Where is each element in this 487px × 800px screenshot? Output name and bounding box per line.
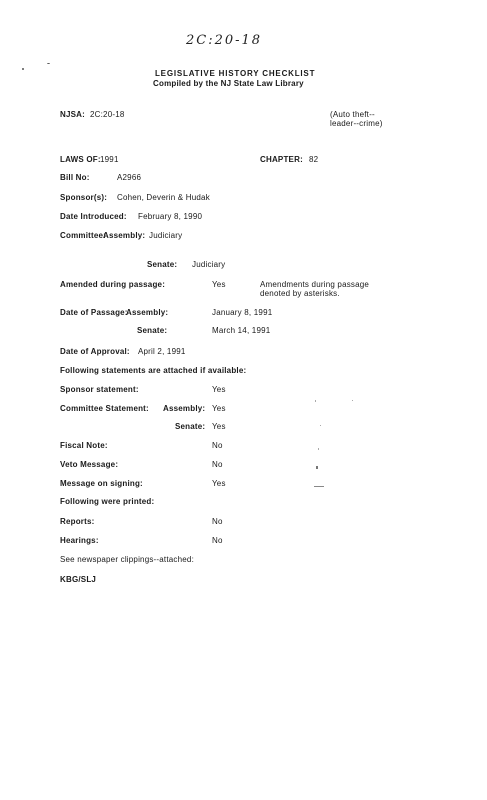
committee-statement-label: Committee Statement: xyxy=(60,404,149,413)
amended-note-line2: denoted by asterisks. xyxy=(260,289,340,298)
handwritten-citation: 2C:20-18 xyxy=(186,33,263,48)
fiscal-note-label: Fiscal Note: xyxy=(60,441,108,450)
passage-assembly-label: Assembly: xyxy=(126,308,169,317)
sponsor-statement-value: Yes xyxy=(212,385,226,394)
hearings-label: Hearings: xyxy=(60,536,99,545)
scan-speck xyxy=(318,448,319,450)
scan-speck xyxy=(320,425,321,426)
committee-assembly-value: Judiciary xyxy=(149,231,183,240)
committee-statement-assembly-label: Assembly: xyxy=(163,404,206,413)
njsa-label: NJSA: xyxy=(60,110,86,119)
date-introduced-label: Date Introduced: xyxy=(60,212,127,221)
sponsors-value: Cohen, Deverin & Hudak xyxy=(117,193,210,202)
message-on-signing-value: Yes xyxy=(212,479,226,488)
reports-label: Reports: xyxy=(60,517,95,526)
committee-statement-senate-value: Yes xyxy=(212,422,226,431)
scan-speck xyxy=(316,466,318,469)
date-of-passage-label: Date of Passage: xyxy=(60,308,128,317)
stray-mark xyxy=(47,63,50,64)
statements-heading: Following statements are attached if available: xyxy=(60,366,247,375)
document-title: LEGISLATIVE HISTORY CHECKLIST xyxy=(155,69,316,78)
sponsor-statement-label: Sponsor statement: xyxy=(60,385,139,394)
chapter-label: CHAPTER: xyxy=(260,155,303,164)
amended-value: Yes xyxy=(212,280,226,289)
stray-mark xyxy=(22,68,24,70)
committee-statement-assembly-value: Yes xyxy=(212,404,226,413)
scan-speck xyxy=(315,400,316,402)
date-of-approval-value: April 2, 1991 xyxy=(138,347,186,356)
passage-assembly-value: January 8, 1991 xyxy=(212,308,273,317)
njsa-note-line1: (Auto theft-- xyxy=(330,110,375,119)
njsa-note-line2: leader--crime) xyxy=(330,119,383,128)
laws-of-value: 1991 xyxy=(100,155,119,164)
passage-senate-value: March 14, 1991 xyxy=(212,326,271,335)
veto-message-value: No xyxy=(212,460,223,469)
clippings-note: See newspaper clippings--attached: xyxy=(60,555,194,564)
date-introduced-value: February 8, 1990 xyxy=(138,212,203,221)
njsa-value: 2C:20-18 xyxy=(90,110,125,119)
committee-senate-label: Senate: xyxy=(147,260,178,269)
message-on-signing-label: Message on signing: xyxy=(60,479,143,488)
printed-heading: Following were printed: xyxy=(60,497,155,506)
bill-no-value: A2966 xyxy=(117,173,142,182)
reports-value: No xyxy=(212,517,223,526)
scan-speck xyxy=(314,486,324,487)
scan-speck xyxy=(352,400,353,401)
amended-note-line1: Amendments during passage xyxy=(260,280,370,289)
committee-senate-value: Judiciary xyxy=(192,260,226,269)
veto-message-label: Veto Message: xyxy=(60,460,119,469)
document-subtitle: Compiled by the NJ State Law Library xyxy=(153,79,304,88)
laws-of-label: LAWS OF: xyxy=(60,155,101,164)
bill-no-label: Bill No: xyxy=(60,173,90,182)
passage-senate-label: Senate: xyxy=(137,326,168,335)
committee-assembly-label: Assembly: xyxy=(103,231,146,240)
sponsors-label: Sponsor(s): xyxy=(60,193,108,202)
committee-statement-senate-label: Senate: xyxy=(175,422,206,431)
committee-label: Committee: xyxy=(60,231,107,240)
amended-label: Amended during passage: xyxy=(60,280,166,289)
hearings-value: No xyxy=(212,536,223,545)
compiler-initials: KBG/SLJ xyxy=(60,575,97,584)
fiscal-note-value: No xyxy=(212,441,223,450)
chapter-value: 82 xyxy=(309,155,319,164)
date-of-approval-label: Date of Approval: xyxy=(60,347,130,356)
